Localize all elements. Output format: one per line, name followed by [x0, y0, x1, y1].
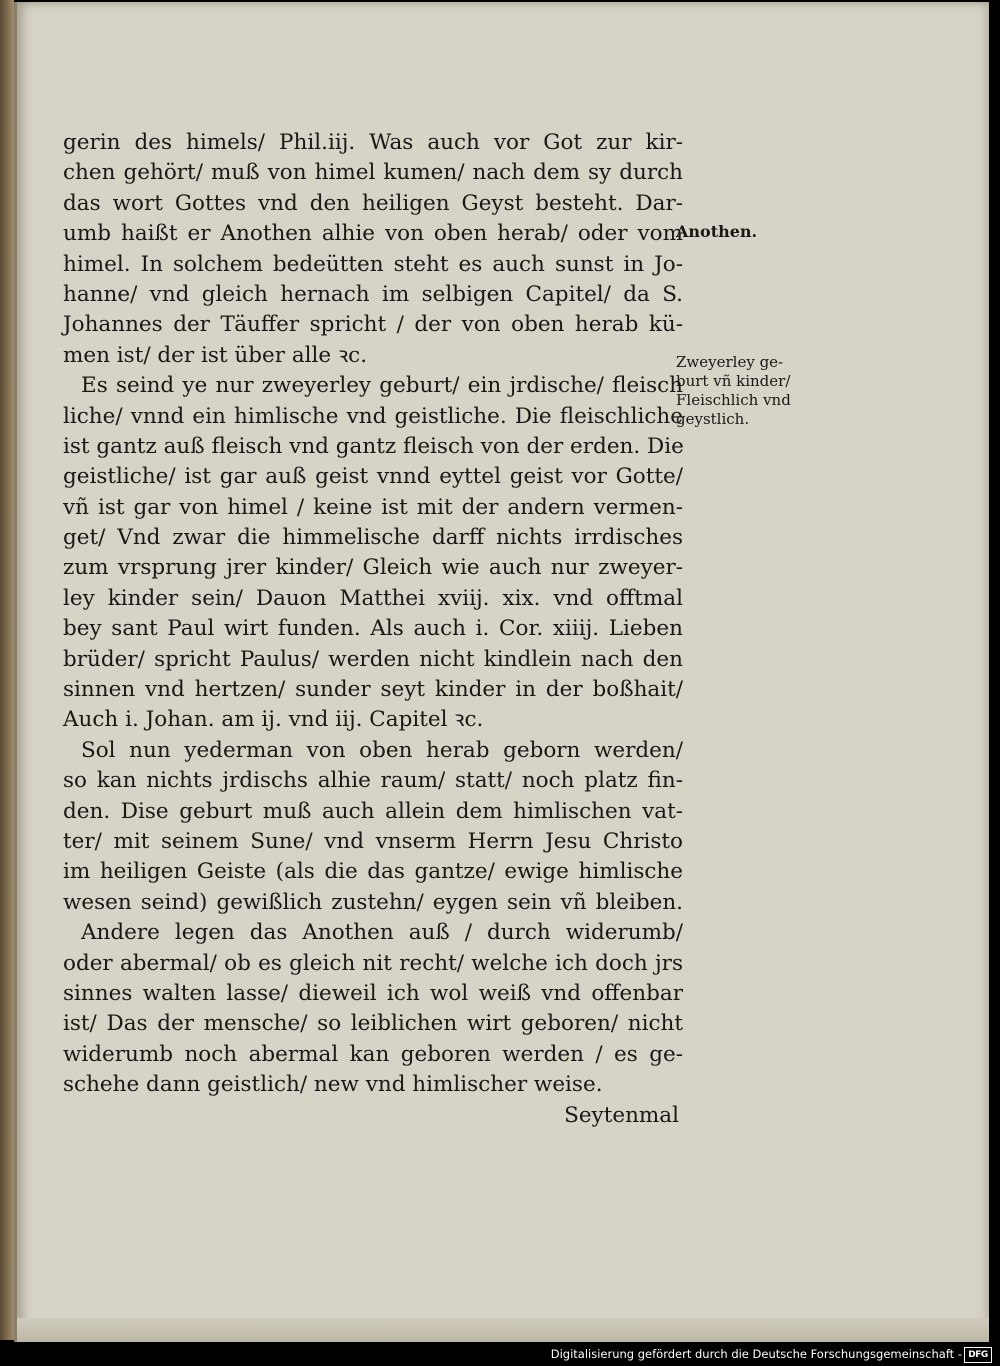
text-line: ist gantz auß fleisch vnd gantz fleisch von der erden. Die [63, 433, 684, 459]
text-line: umb haißt er Anothen alhie von oben herab/ oder vom [63, 221, 683, 247]
text-line: Es seind ye nur zweyerley geburt/ ein jrdische/ fleisch [81, 373, 683, 399]
text-line: ter/ mit seinem Sune/ vnd vnserm Herrn Jesu Christo [63, 828, 683, 854]
text-line: Sol nun yederman von oben herab geborn werden/ [81, 737, 683, 763]
marginal-line: Fleischlich vnd [676, 391, 791, 409]
text-line: ley kinder sein/ Dauon Matthei xviij. xix. vnd offtmal [63, 585, 683, 611]
text-line: hanne/ vnd gleich hernach im selbigen Capitel/ da S. [63, 281, 683, 307]
text-line: bey sant Paul wirt funden. Als auch i. Cor. xiiij. Lieben [63, 616, 683, 642]
marginal-note-anothen: Anothen. [676, 222, 758, 241]
catchword: Seytenmal [564, 1102, 679, 1128]
text-line: chen gehört/ muß von himel kumen/ nach dem sy durch [63, 160, 683, 186]
marginal-note-zweyerley [676, 353, 826, 429]
funding-credit: Digitalisierung gefördert durch die Deutsche Forschungsgemeinschaft - [550, 1347, 962, 1361]
text-line: sinnes walten lasse/ dieweil ich wol weiß vnd offenbar [63, 980, 683, 1006]
text-line: wesen seind) gewißlich zustehn/ eygen sein vñ bleiben. [63, 889, 683, 915]
text-line: ist/ Das der mensche/ so leiblichen wirt geboren/ nicht [63, 1011, 683, 1037]
text-line: liche/ vnnd ein himlische vnd geistliche. Die fleischliche [63, 403, 683, 429]
text-line: zum vrsprung jrer kinder/ Gleich wie auch nur zweyer- [63, 555, 683, 581]
text-line: himel. In solchem bedeütten steht es auch sunst in Jo- [63, 251, 683, 277]
marginal-line: geystlich. [676, 410, 750, 428]
text-line: Andere legen das Anothen auß / durch widerumb/ [81, 920, 683, 946]
text-line: so kan nichts jrdischs alhie raum/ statt/ noch platz fin- [63, 768, 683, 794]
text-line: brüder/ spricht Paulus/ werden nicht kindlein nach den [63, 646, 683, 672]
marginal-line: burt vñ kinder/ [676, 372, 791, 390]
text-line: geistliche/ ist gar auß geist vnnd eyttel geist vor Gotte/ [63, 464, 683, 490]
text-line: Auch i. Johan. am ij. vnd iij. Capitel ꝛc. [63, 707, 484, 733]
main-text-block [63, 128, 683, 1131]
text-line: den. Dise geburt muß auch allein dem himlischen vat- [63, 798, 683, 824]
text-line: oder abermal/ ob es gleich nit recht/ welche ich doch jrs [63, 950, 683, 976]
footer-bar [0, 1342, 1000, 1366]
text-line: das wort Gottes vnd den heiligen Geyst besteht. Dar- [63, 190, 683, 216]
text-line: widerumb noch abermal kan geboren werden / es ge- [63, 1041, 683, 1067]
text-line: Johannes der Täuffer spricht / der von oben herab kü- [63, 312, 683, 338]
text-line: im heiligen Geiste (als die das gantze/ ewige himlische [63, 859, 683, 885]
dfg-logo: DFG [964, 1347, 992, 1363]
text-line: men ist/ der ist über alle ꝛc. [63, 342, 368, 368]
text-line: vñ ist gar von himel / keine ist mit der andern vermen- [63, 494, 683, 520]
text-line: sinnen vnd hertzen/ sunder seyt kinder in der boßhait/ [63, 677, 683, 703]
marginal-line: Zweyerley ge- [676, 353, 784, 371]
text-line: schehe dann geistlich/ new vnd himlischer weise. [63, 1072, 603, 1098]
book-spine [0, 0, 14, 1340]
text-line: gerin des himels/ Phil.iij. Was auch vor Got zur kir- [63, 130, 683, 155]
text-line: get/ Vnd zwar die himmelische darff nichts irrdisches [63, 525, 683, 551]
